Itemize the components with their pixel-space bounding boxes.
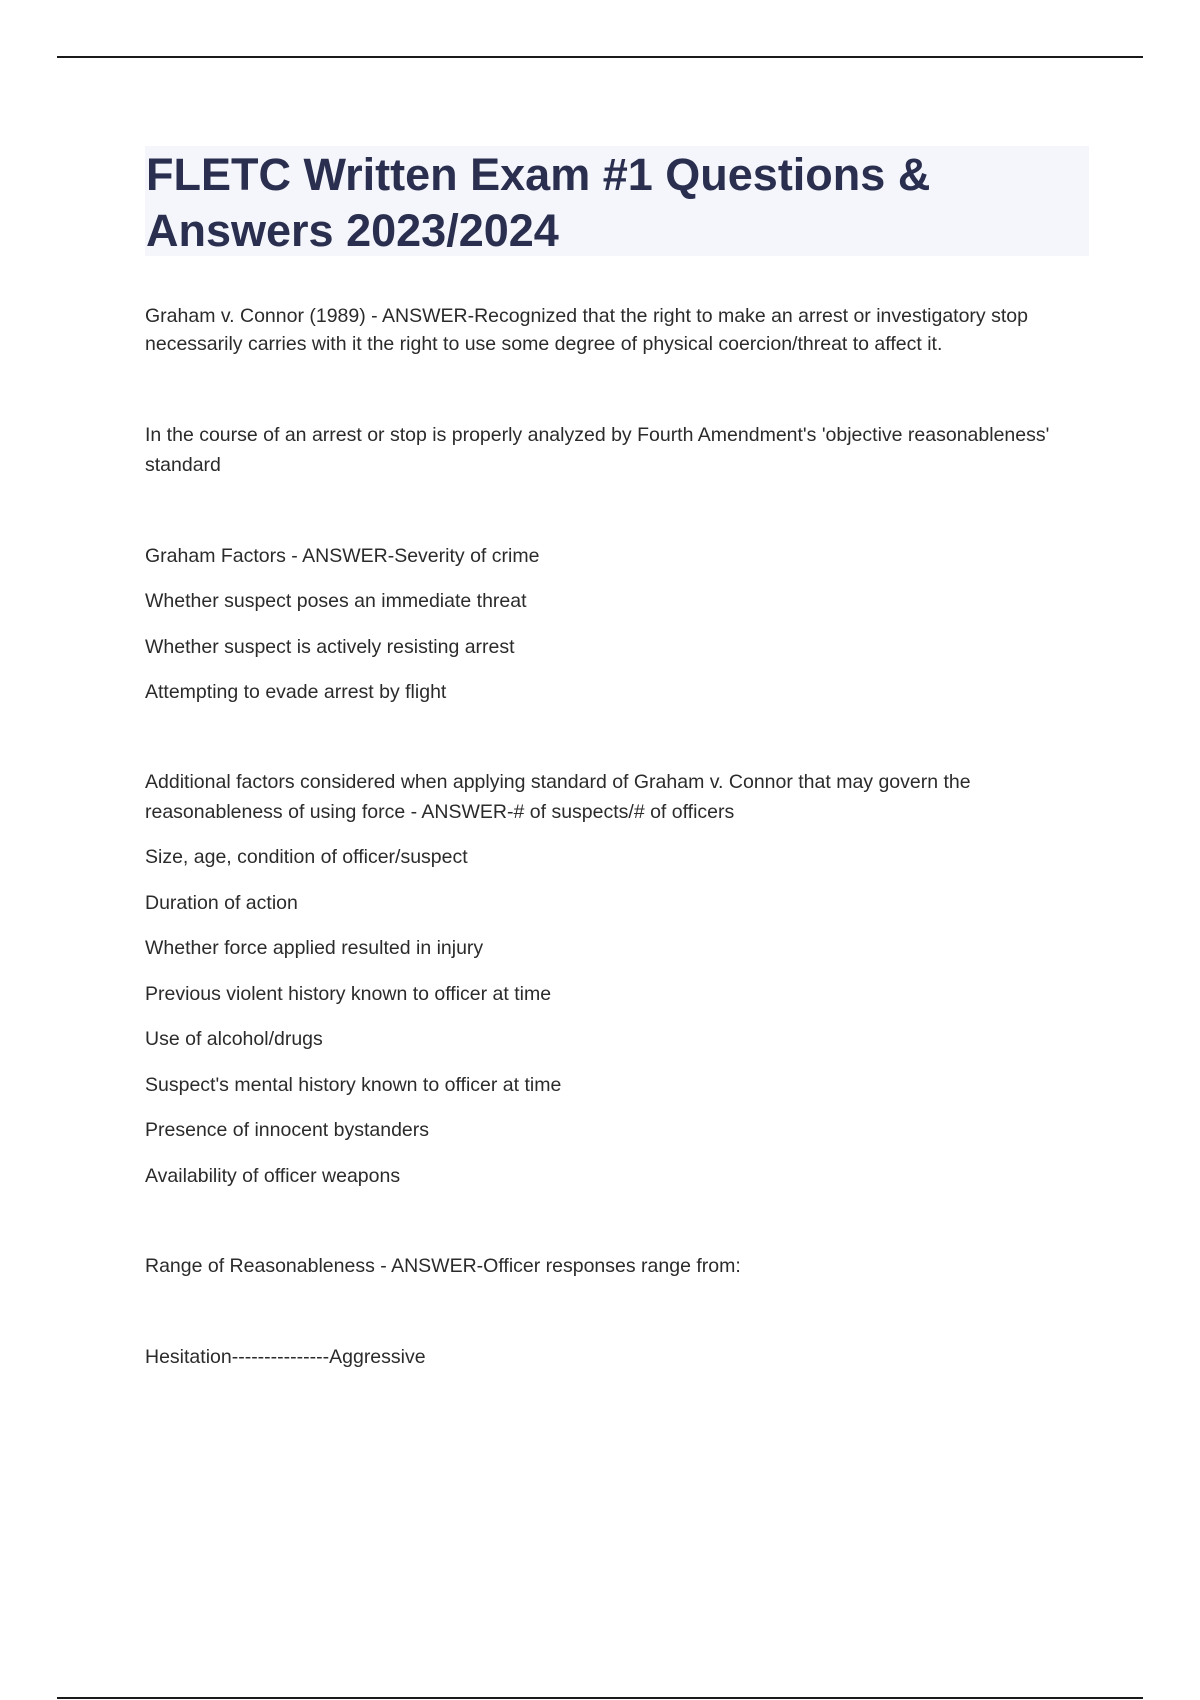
document-title: [146, 147, 1086, 259]
text-line: Presence of innocent bystanders: [145, 1119, 430, 1141]
bottom-rule: [57, 1697, 1143, 1699]
text-line: Whether suspect poses an immediate threat: [145, 590, 527, 612]
text-line: Suspect's mental history known to officer at time: [145, 1074, 562, 1096]
text-line: Additional factors considered when applying standard of Graham v. Connor that may govern the: [145, 771, 971, 793]
text-line: Whether force applied resulted in injury: [145, 937, 484, 959]
title-line-1: FLETC Written Exam #1 Questions &: [146, 149, 931, 200]
text-line: Whether suspect is actively resisting arrest: [145, 636, 515, 658]
text-line: necessarily carries with it the right to use some degree of physical coercion/threat to affect it.: [145, 333, 943, 355]
title-line-2: Answers 2023/2024: [146, 205, 559, 256]
text-line: In the course of an arrest or stop is properly analyzed by Fourth Amendment's 'objective reasonableness': [145, 424, 1050, 446]
text-line: reasonableness of using force - ANSWER-# of suspects/# of officers: [145, 801, 735, 823]
text-line: Graham Factors - ANSWER-Severity of crime: [145, 545, 540, 567]
top-rule: [57, 56, 1143, 58]
text-line: Range of Reasonableness - ANSWER-Officer responses range from:: [145, 1255, 741, 1277]
text-line: Previous violent history known to officer at time: [145, 983, 552, 1005]
text-line: Graham v. Connor (1989) - ANSWER-Recognized that the right to make an arrest or investigatory stop: [145, 305, 1028, 327]
text-line: Availability of officer weapons: [145, 1165, 401, 1187]
text-line: Use of alcohol/drugs: [145, 1028, 323, 1050]
text-line: Duration of action: [145, 892, 298, 914]
text-line: standard: [145, 454, 221, 476]
text-line: Size, age, condition of officer/suspect: [145, 846, 468, 868]
text-line: Attempting to evade arrest by flight: [145, 681, 447, 703]
text-line: Hesitation---------------Aggressive: [145, 1346, 426, 1368]
